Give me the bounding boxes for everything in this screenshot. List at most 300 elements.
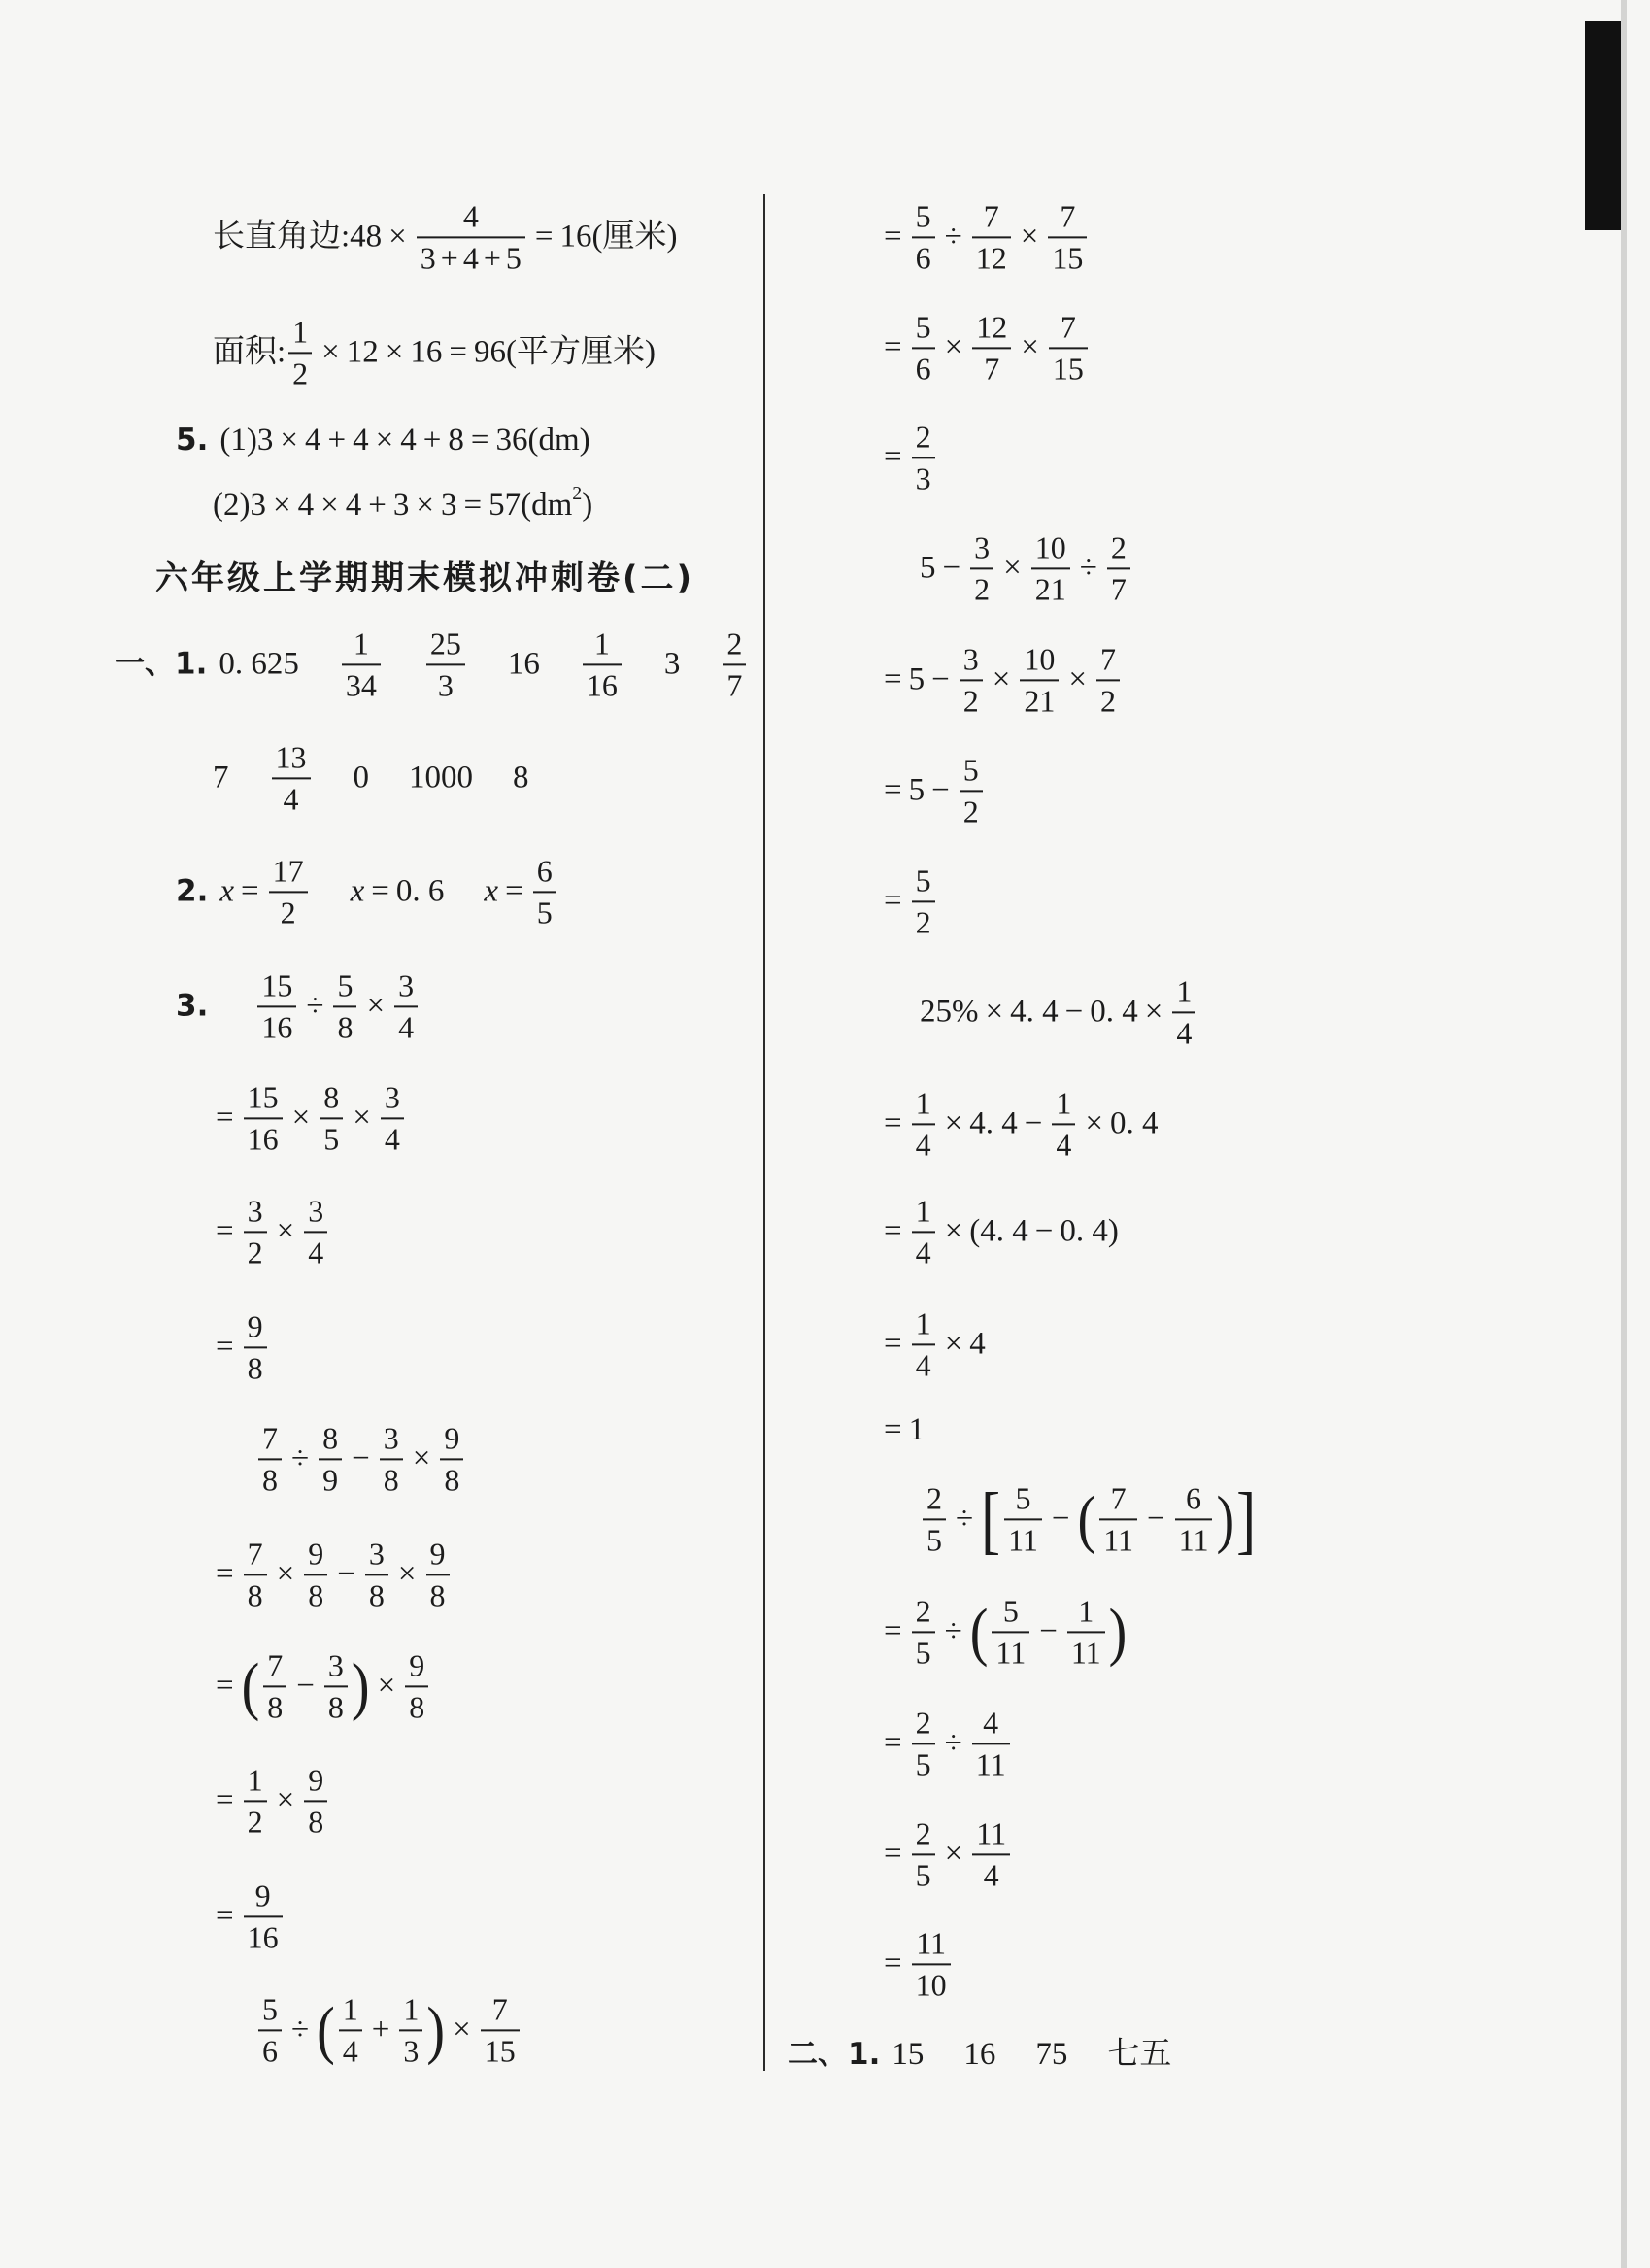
fraction-denominator: 6 bbox=[262, 2033, 278, 2068]
text-run bbox=[285, 2011, 316, 2049]
fraction bbox=[333, 965, 356, 1046]
text-run: = 5 − bbox=[884, 772, 950, 808]
operator-symbol: = bbox=[884, 1213, 902, 1249]
fraction-numerator: 1 bbox=[1172, 971, 1195, 1013]
fraction-numerator: 9 bbox=[405, 1645, 428, 1687]
answer-item bbox=[963, 2036, 995, 2075]
operator-symbol: = bbox=[216, 1782, 234, 1818]
answer-item bbox=[351, 872, 445, 911]
parenthesis: ) bbox=[351, 1649, 370, 1723]
question-number: 1. bbox=[848, 2037, 881, 2073]
fraction bbox=[258, 1989, 282, 2070]
math-expression bbox=[877, 1083, 1159, 1164]
fraction bbox=[381, 1077, 404, 1158]
fraction-denominator: 16 bbox=[261, 1009, 293, 1044]
fraction-numerator: 6 bbox=[533, 851, 556, 893]
operator-symbol: × bbox=[276, 1213, 295, 1249]
right-column-line bbox=[877, 1191, 1119, 1271]
left-column-line bbox=[255, 1418, 466, 1499]
fraction bbox=[244, 1077, 283, 1158]
fraction bbox=[912, 1191, 935, 1271]
fraction-denominator: 21 bbox=[1034, 571, 1066, 606]
fraction bbox=[912, 861, 935, 941]
math-expression bbox=[877, 417, 938, 497]
text-run: 七五 bbox=[1107, 2037, 1172, 2073]
fraction bbox=[1107, 527, 1130, 608]
fraction bbox=[304, 1534, 327, 1614]
operator-symbol: = bbox=[884, 1725, 902, 1761]
answer-item bbox=[269, 737, 314, 818]
operator-symbol: = bbox=[884, 219, 902, 254]
operator-symbol: + bbox=[368, 488, 387, 524]
answer-item bbox=[508, 645, 540, 684]
fraction bbox=[1031, 527, 1070, 608]
fraction-denominator: 5 bbox=[915, 1857, 931, 1892]
text-run bbox=[877, 218, 909, 256]
operator-symbol: = bbox=[884, 883, 902, 919]
operator-symbol: × bbox=[992, 661, 1011, 697]
operator-symbol: = bbox=[884, 1105, 902, 1141]
fraction bbox=[1049, 307, 1088, 388]
fraction-denominator: 2 bbox=[962, 683, 979, 718]
operator-symbol: = bbox=[216, 1329, 234, 1365]
operator-symbol: + bbox=[483, 240, 501, 275]
text-run: 0. 625 bbox=[219, 646, 299, 682]
math-expression bbox=[877, 1923, 954, 2004]
fraction-numerator: 2 bbox=[912, 1813, 935, 1855]
text-run bbox=[234, 872, 266, 911]
text-run bbox=[877, 1212, 909, 1251]
right-column-line bbox=[877, 639, 1123, 720]
fraction-numerator: 9 bbox=[304, 1534, 327, 1575]
fraction bbox=[1099, 1478, 1137, 1559]
fraction-numerator: 1 bbox=[244, 1760, 267, 1802]
right-column-line bbox=[920, 971, 1198, 1052]
fraction-denominator: 8 bbox=[429, 1577, 446, 1612]
operator-symbol: × bbox=[1021, 329, 1039, 365]
fraction-denominator: 8 bbox=[267, 1689, 284, 1724]
operator-symbol: − bbox=[1064, 994, 1084, 1030]
right-column-line bbox=[877, 196, 1090, 277]
math-expression bbox=[209, 1760, 330, 1841]
text-run bbox=[877, 438, 909, 477]
fraction bbox=[992, 1591, 1029, 1672]
operator-symbol: = bbox=[884, 1613, 902, 1649]
left-column-line bbox=[255, 1989, 522, 2070]
fraction bbox=[244, 1534, 267, 1614]
operator-symbol: × bbox=[944, 1213, 963, 1249]
fraction-numerator: 2 bbox=[912, 1591, 935, 1633]
answer-item bbox=[484, 851, 558, 931]
parenthesis: ( bbox=[317, 1993, 335, 2067]
operator-symbol: × bbox=[1020, 219, 1039, 254]
fraction bbox=[426, 624, 465, 704]
fraction-numerator: 3 bbox=[394, 965, 418, 1007]
fraction-denominator: 12 bbox=[975, 240, 1007, 275]
fraction-numerator: 5 bbox=[912, 307, 935, 349]
operator-symbol: = bbox=[371, 873, 389, 909]
fraction-numerator: 1 bbox=[1052, 1083, 1075, 1125]
operator-symbol: + bbox=[440, 240, 458, 275]
fraction bbox=[365, 1534, 388, 1614]
fraction-denominator: 11 bbox=[975, 1746, 1006, 1781]
fraction-denominator: 16 bbox=[586, 667, 618, 702]
fraction-denominator: 2 bbox=[280, 895, 296, 930]
fraction-numerator: 10 bbox=[1020, 639, 1059, 681]
text-run bbox=[877, 882, 909, 921]
fraction-numerator: 3 bbox=[970, 527, 993, 569]
math-expression bbox=[219, 422, 589, 460]
math-expression bbox=[213, 312, 656, 392]
fraction-denominator: 21 bbox=[1024, 683, 1056, 718]
operator-symbol: ÷ bbox=[944, 1613, 962, 1649]
fraction bbox=[1020, 639, 1059, 720]
operator-symbol: − bbox=[1024, 1105, 1043, 1141]
text-run bbox=[286, 1099, 318, 1137]
fraction-numerator: 2 bbox=[923, 1478, 946, 1520]
fraction-denominator: 4 bbox=[983, 1857, 999, 1892]
operator-symbol: − bbox=[942, 550, 961, 586]
right-column-line bbox=[877, 1303, 986, 1384]
fraction bbox=[244, 1191, 267, 1271]
fraction bbox=[960, 639, 983, 720]
fraction-denominator: 2 bbox=[247, 1804, 263, 1839]
fraction-denominator: 11 bbox=[1070, 1635, 1101, 1670]
text-run bbox=[406, 1439, 438, 1478]
text-run bbox=[877, 1945, 909, 1983]
fraction-numerator: 5 bbox=[912, 196, 935, 238]
left-column-line bbox=[209, 1645, 431, 1726]
fraction-denominator: 5 bbox=[915, 1635, 931, 1670]
fraction-denominator: 8 bbox=[409, 1689, 425, 1724]
fraction-denominator: 8 bbox=[368, 1577, 385, 1612]
operator-symbol: = bbox=[449, 334, 468, 370]
left-column-line bbox=[213, 196, 678, 277]
fraction-denominator: 4 bbox=[1176, 1015, 1193, 1050]
fraction-numerator: 7 bbox=[258, 1418, 282, 1460]
operator-symbol: × bbox=[375, 423, 394, 458]
math-expression bbox=[209, 1306, 270, 1387]
fraction-numerator: 13 bbox=[272, 737, 311, 779]
fraction-denominator: 16 bbox=[247, 1121, 279, 1156]
fraction-numerator: 1 bbox=[339, 1989, 362, 2031]
operator-symbol: × bbox=[412, 1440, 431, 1476]
text-run bbox=[285, 1439, 316, 1478]
fraction bbox=[912, 1923, 951, 2004]
math-expression bbox=[920, 527, 1133, 608]
fraction bbox=[399, 1989, 422, 2070]
operator-symbol: + bbox=[422, 423, 442, 458]
fraction-numerator: 9 bbox=[244, 1306, 267, 1348]
fraction-numerator: 5 bbox=[992, 1591, 1029, 1633]
text-run bbox=[1061, 660, 1094, 699]
fraction bbox=[1048, 196, 1087, 277]
text-run bbox=[877, 328, 909, 367]
operator-symbol: × bbox=[397, 1556, 417, 1592]
text-run: (1)3 × 4 + 4 × 4 + 8 = 36(dm) bbox=[219, 423, 590, 458]
fraction-numerator: 25 bbox=[426, 624, 465, 665]
operator-symbol: + bbox=[327, 423, 347, 458]
text-run bbox=[346, 1099, 378, 1137]
fraction-denominator: 4 bbox=[915, 1127, 931, 1162]
answer-item bbox=[1107, 2036, 1171, 2075]
operator-symbol: = bbox=[470, 423, 489, 458]
text-run: 1000 bbox=[409, 760, 473, 795]
fraction-numerator: 5 bbox=[912, 861, 935, 902]
fraction-denominator: 7 bbox=[984, 351, 1000, 386]
operator-symbol: × bbox=[944, 1326, 963, 1362]
text-run bbox=[209, 1212, 241, 1251]
parenthesis: ) bbox=[1216, 1482, 1235, 1556]
superscript: 2 bbox=[572, 483, 583, 504]
fraction-numerator: 1 bbox=[288, 312, 312, 354]
fraction-denominator: 8 bbox=[247, 1350, 263, 1385]
operator-symbol: ÷ bbox=[956, 1501, 974, 1537]
fraction-numerator: 1 bbox=[912, 1303, 935, 1345]
fraction bbox=[1096, 639, 1120, 720]
fraction-numerator: 3 bbox=[304, 1191, 327, 1233]
operator-symbol: ÷ bbox=[944, 1725, 962, 1761]
operator-symbol: = bbox=[884, 1836, 902, 1872]
text-run bbox=[877, 1104, 909, 1143]
fraction-denominator: 4 bbox=[342, 2033, 358, 2068]
math-expression bbox=[920, 971, 1198, 1052]
operator-symbol: × bbox=[985, 994, 1004, 1030]
fraction bbox=[1067, 1591, 1105, 1672]
section-title: 六年级上学期期末模拟冲刺卷(二) bbox=[155, 559, 695, 598]
math-expression bbox=[255, 1989, 522, 2070]
text-run: × (4. 4 − 0. 4) bbox=[944, 1213, 1119, 1249]
answer-list bbox=[892, 2036, 1171, 2075]
text-run: = 16(厘米) bbox=[534, 219, 678, 254]
fraction-denominator: 5 bbox=[536, 895, 553, 930]
parenthesis: ( bbox=[241, 1649, 260, 1723]
left-column-line bbox=[213, 737, 529, 818]
fraction-denominator: 15 bbox=[484, 2033, 516, 2068]
right-column-line bbox=[877, 307, 1091, 388]
fraction-numerator: 5 bbox=[333, 965, 356, 1007]
text-run: = 1 bbox=[884, 1412, 926, 1448]
operator-symbol: = bbox=[216, 1556, 234, 1592]
right-column-line bbox=[877, 1813, 1013, 1894]
math-expression bbox=[254, 965, 421, 1046]
right-column-line bbox=[877, 1923, 954, 2004]
fraction bbox=[257, 965, 296, 1046]
operator-symbol: = bbox=[884, 1412, 902, 1448]
operator-symbol: × bbox=[1085, 1105, 1103, 1141]
fraction-denominator: 8 bbox=[337, 1009, 354, 1044]
fraction bbox=[972, 1703, 1010, 1783]
fraction bbox=[304, 1760, 327, 1841]
fraction bbox=[394, 965, 418, 1046]
text-run: 3 bbox=[663, 646, 681, 682]
right-column-line bbox=[877, 1703, 1013, 1783]
fraction-numerator: 9 bbox=[426, 1534, 450, 1575]
fraction-denominator: 5 bbox=[323, 1121, 340, 1156]
fraction-denominator: 7 bbox=[1110, 571, 1127, 606]
operator-symbol: × bbox=[944, 329, 963, 365]
fraction-numerator: 2 bbox=[723, 624, 746, 665]
operator-symbol: = bbox=[241, 873, 259, 909]
answer-item bbox=[409, 759, 473, 797]
fraction bbox=[339, 1989, 362, 2070]
text-run: 16 bbox=[963, 2037, 996, 2073]
text-run: 15 bbox=[892, 2037, 925, 2073]
operator-symbol: × bbox=[944, 1836, 963, 1872]
text-run bbox=[1014, 218, 1046, 256]
operator-symbol: = bbox=[884, 661, 902, 697]
operator-symbol: × bbox=[321, 334, 340, 370]
answer-item bbox=[339, 624, 384, 704]
operator-symbol: × bbox=[944, 1105, 963, 1141]
operator-symbol: = bbox=[216, 1213, 234, 1249]
variable: x bbox=[219, 873, 235, 909]
fraction-numerator: 9 bbox=[440, 1418, 463, 1460]
fraction-numerator: 1 bbox=[912, 1191, 935, 1233]
answer-item bbox=[354, 759, 370, 797]
variable: x bbox=[484, 873, 499, 909]
fraction bbox=[1052, 1083, 1075, 1164]
math-expression bbox=[877, 861, 938, 941]
text-run: (2)3 × 4 × 4 + 3 × 3 = 57(dm bbox=[213, 488, 573, 524]
left-column-line bbox=[213, 483, 593, 525]
fraction-denominator: 8 bbox=[383, 1462, 399, 1497]
text-run bbox=[359, 987, 391, 1026]
fraction bbox=[258, 1418, 282, 1499]
fraction-denominator: 3 bbox=[437, 667, 454, 702]
fraction-denominator: 8 bbox=[262, 1462, 278, 1497]
fraction-numerator: 11 bbox=[912, 1923, 951, 1965]
fraction bbox=[342, 624, 381, 704]
answer-item bbox=[219, 851, 310, 931]
fraction-numerator: 11 bbox=[972, 1813, 1010, 1855]
fraction-denominator: 4 bbox=[915, 1347, 931, 1382]
answer-item bbox=[423, 624, 468, 704]
math-expression bbox=[920, 1478, 1257, 1559]
fraction-numerator: 1 bbox=[1067, 1591, 1105, 1633]
question-number: 2. bbox=[176, 873, 209, 909]
math-expression bbox=[877, 1411, 925, 1450]
operator-symbol: × bbox=[366, 988, 386, 1024]
operator-symbol: − bbox=[1034, 1213, 1054, 1249]
math-expression bbox=[877, 1191, 1119, 1271]
fraction-numerator: 7 bbox=[1048, 196, 1087, 238]
fraction-numerator: 2 bbox=[912, 1703, 935, 1744]
text-run: ) bbox=[582, 488, 593, 524]
fraction-numerator: 3 bbox=[381, 1077, 404, 1119]
fraction bbox=[324, 1645, 348, 1726]
left-column-line bbox=[209, 1876, 286, 1956]
fraction-denominator: 34 bbox=[345, 667, 377, 702]
operator-symbol: × bbox=[353, 1100, 371, 1135]
fraction-denominator: 9 bbox=[322, 1462, 339, 1497]
fraction bbox=[417, 196, 525, 277]
operator-symbol: − bbox=[931, 772, 950, 808]
fraction bbox=[960, 750, 983, 830]
fraction-denominator: 8 bbox=[308, 1804, 324, 1839]
math-expression bbox=[877, 1591, 1128, 1672]
fraction-numerator: 3 bbox=[960, 639, 983, 681]
fraction bbox=[912, 1591, 935, 1672]
operator-symbol: × bbox=[1068, 661, 1087, 697]
right-column-line bbox=[877, 750, 986, 830]
right-column-line bbox=[788, 2036, 1171, 2075]
section-number: 一、 bbox=[115, 646, 175, 682]
text-run: 5 − bbox=[920, 550, 961, 586]
fraction bbox=[440, 1418, 463, 1499]
square-bracket: [ bbox=[981, 1477, 1001, 1561]
fraction-numerator: 1 bbox=[342, 624, 381, 665]
left-column-line bbox=[176, 422, 590, 460]
answer-list bbox=[219, 851, 558, 931]
fraction-numerator: 7 bbox=[244, 1534, 267, 1575]
math-expression bbox=[877, 639, 1123, 720]
fraction-denominator: 2 bbox=[974, 571, 991, 606]
right-column-line bbox=[877, 1591, 1128, 1672]
text-run: 0 bbox=[353, 760, 369, 795]
operator-symbol: − bbox=[931, 661, 950, 697]
operator-symbol: × bbox=[1003, 550, 1022, 586]
fraction-numerator: 7 bbox=[481, 1989, 520, 2031]
right-column-line bbox=[920, 527, 1133, 608]
answer-list bbox=[213, 737, 529, 818]
operator-symbol: × bbox=[453, 2012, 471, 2048]
right-column-line bbox=[877, 417, 938, 497]
fraction-numerator: 6 bbox=[1175, 1478, 1213, 1520]
fraction-numerator: 2 bbox=[1107, 527, 1130, 569]
fraction-denominator: 3 bbox=[915, 460, 931, 495]
fraction-denominator: 2 bbox=[292, 355, 309, 390]
operator-symbol: − bbox=[1039, 1613, 1058, 1649]
fraction bbox=[272, 737, 311, 818]
fraction-numerator: 2 bbox=[912, 417, 935, 458]
scan-edge-line bbox=[1621, 0, 1627, 2268]
text-run bbox=[209, 1667, 241, 1706]
left-column-line bbox=[176, 965, 421, 1046]
text-run: = 5 − bbox=[884, 661, 950, 697]
fraction-numerator: 9 bbox=[304, 1760, 327, 1802]
section-number: 二、 bbox=[788, 2037, 848, 2073]
fraction bbox=[1004, 1478, 1042, 1559]
fraction-numerator: 3 bbox=[324, 1645, 348, 1687]
fraction-denominator: 2 bbox=[1100, 683, 1116, 718]
math-expression bbox=[877, 1813, 1013, 1894]
fraction bbox=[912, 417, 935, 497]
fraction-denominator: 8 bbox=[308, 1577, 324, 1612]
fraction bbox=[481, 1989, 520, 2070]
text-run bbox=[209, 1781, 241, 1820]
text-run: × 4. 4 − bbox=[944, 1105, 1043, 1141]
text-run bbox=[1073, 549, 1104, 588]
text-run: 8 bbox=[513, 760, 529, 795]
text-run bbox=[330, 1555, 362, 1594]
operator-symbol: × bbox=[276, 1556, 295, 1592]
left-column-line bbox=[115, 624, 749, 704]
text-run: × 4 bbox=[944, 1326, 986, 1362]
operator-symbol: = bbox=[216, 1668, 234, 1704]
text-run bbox=[877, 1612, 909, 1651]
question-number: 5. bbox=[176, 423, 209, 458]
fraction-denominator: 6 bbox=[915, 351, 931, 386]
fraction-denominator: 4 bbox=[308, 1235, 324, 1269]
fraction-denominator: 2 bbox=[915, 904, 931, 939]
fraction-denominator: 4 bbox=[283, 781, 299, 816]
fraction bbox=[1175, 1478, 1213, 1559]
fraction-denominator: 3 bbox=[403, 2033, 420, 2068]
text-run: 长直角边:48 × bbox=[213, 219, 407, 254]
fraction bbox=[426, 1534, 450, 1614]
fraction bbox=[912, 196, 935, 277]
